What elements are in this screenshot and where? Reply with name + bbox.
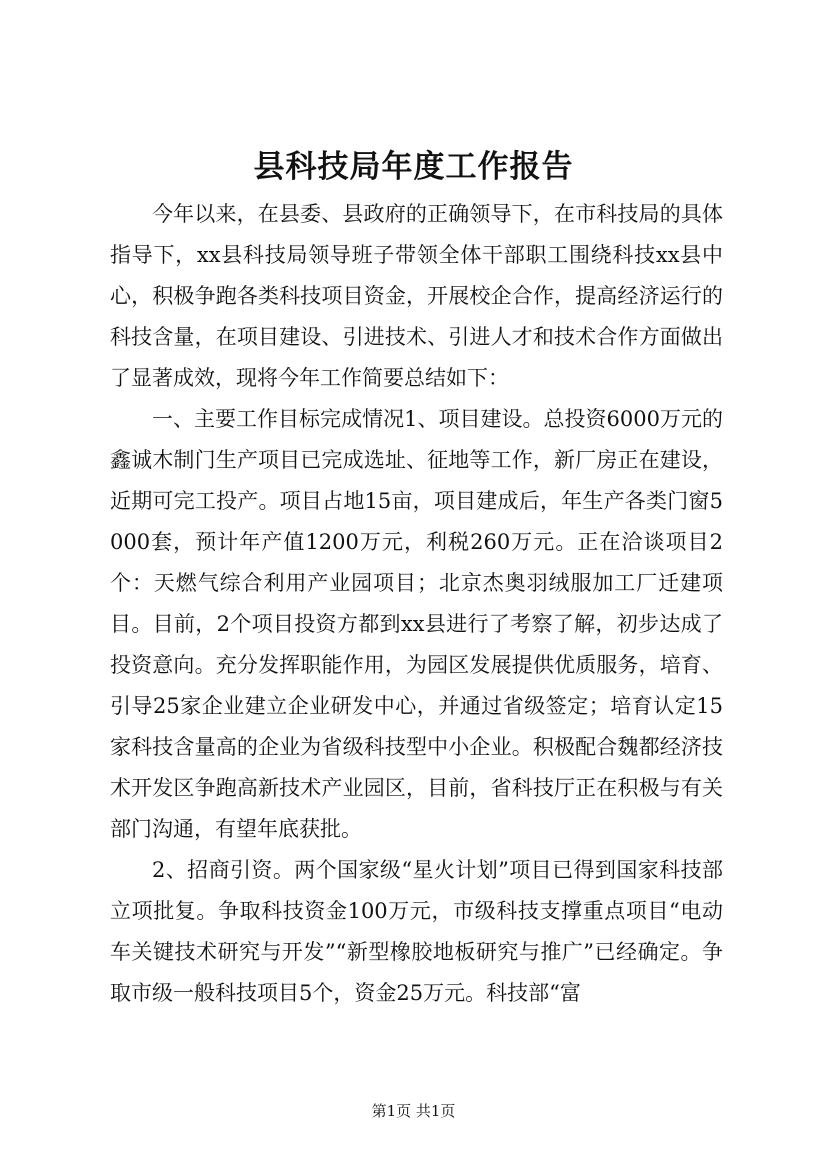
paragraph-intro: 今年以来，在县委、县政府的正确领导下，在市科技局的具体指导下，xx县科技局领导班子带领全体干部职工围绕科技xx县中心，积极争跑各类科技项目资金，开展校企合作，提高经济运行的科技含量，在项目建设、引进技术、引进人才和技术合作方面做出了显著成效，现将今年工作简要总结如下： bbox=[110, 202, 723, 390]
paragraph-investment-attraction: 2、招商引资。两个国家级“星火计划”项目已得到国家科技部立项批复。争取科技资金100万元，市级科技支撑重点项目“电动车关键技术研究与开发”“新型橡胶地板研究与推广”已经确定。争取市级一般科技项目5个，资金25万元。科技部“富 bbox=[110, 858, 723, 1005]
paragraph-project-construction: 一、主要工作目标完成情况1、项目建设。总投资6000万元的鑫诚木制门生产项目已完成选址、征地等工作，新厂房正在建设，近期可完工投产。项目占地15亩，项目建成后，年生产各类门窗5000套，预计年产值1200万元，利税260万元。正在洽谈项目2个：天燃气综合利用产业园项目；北京杰奥羽绒服加工厂迁建项目。目前，2个项目投资方都到xx县进行了考察了解，初步达成了投资意向。充分发挥职能作用，为园区发展提供优质服务，培育、引导25家企业建立企业研发中心，并通过省级签定；培育认定15家科技含量高的企业为省级科技型中小企业。积极配合魏都经济技术开发区争跑高新技术产业园区，目前，省科技厅正在积极与有关部门沟通，有望年底获批。 bbox=[110, 407, 723, 841]
page-footer: 第1页 共1页 bbox=[371, 1102, 456, 1120]
document-body bbox=[110, 194, 723, 1014]
document-title: 县科技局年度工作报告 bbox=[253, 149, 574, 185]
